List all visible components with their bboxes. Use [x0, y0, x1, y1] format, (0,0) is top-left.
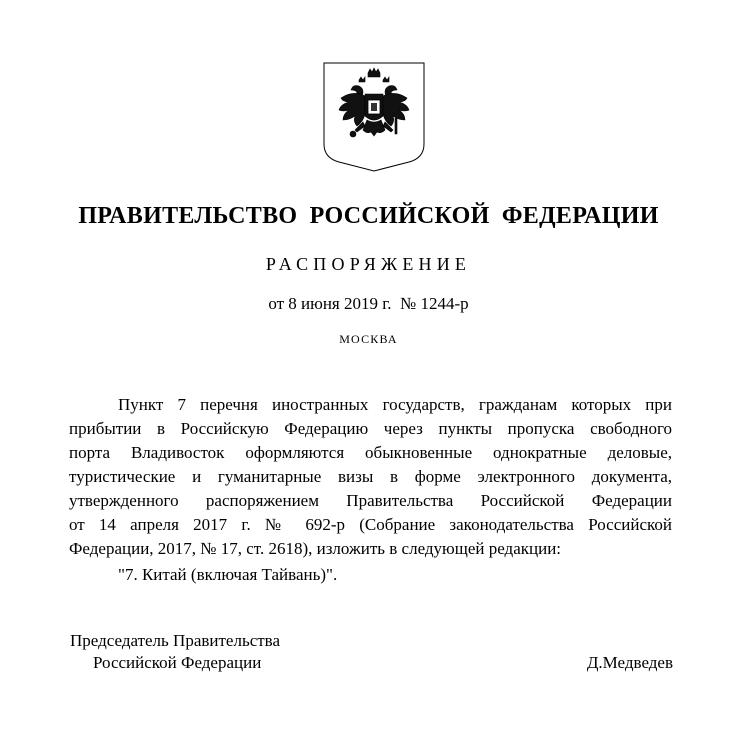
- body-line: Пункт 7 перечня иностранных государств, гражданам которых при: [118, 395, 672, 414]
- body-line: от 14 апреля 2017 г. № 692-р (Собрание законодательства Российской: [69, 515, 672, 534]
- russian-coat-of-arms-icon: [323, 62, 425, 172]
- body-line: Федерации, 2017, № 17, ст. 2618), изложить в следующей редакции:: [69, 539, 562, 558]
- body-paragraph: [69, 393, 672, 561]
- body-line: туристические и гуманитарные визы в форме электронного документа,: [69, 467, 672, 486]
- body-line: утвержденного распоряжением Правительства Российской Федерации: [69, 491, 672, 510]
- signatory-title-line-2: Российской Федерации: [93, 653, 262, 672]
- document-type-title: РАСПОРЯЖЕНИЕ: [265, 254, 472, 274]
- document-city: МОСКВА: [339, 332, 398, 346]
- signatory-name: Д.Медведев: [586, 653, 673, 672]
- amended-text-quote: "7. Китай (включая Тайвань)".: [118, 565, 338, 584]
- signatory-title-line-1: Председатель Правительства: [70, 631, 281, 650]
- document-date-number: от 8 июня 2019 г. № 1244-р: [268, 294, 469, 313]
- body-line: прибытии в Российскую Федерацию через пункты пропуска свободного: [69, 419, 672, 438]
- body-line: порта Владивосток оформляются обыкновенные однократные деловые,: [69, 443, 672, 462]
- issuing-authority-title: ПРАВИТЕЛЬСТВО РОССИЙСКОЙ ФЕДЕРАЦИИ: [78, 203, 659, 229]
